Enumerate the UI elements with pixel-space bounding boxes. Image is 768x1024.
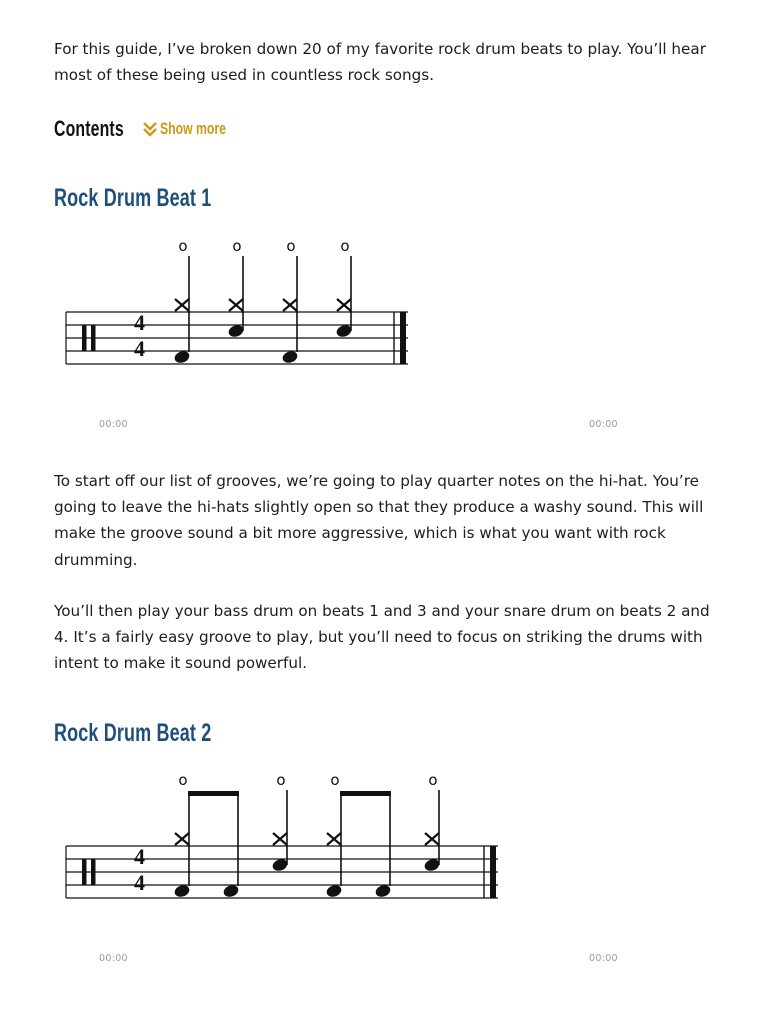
- time-signature-top: 4: [134, 844, 145, 869]
- open-hihat-mark: o: [330, 771, 340, 789]
- show-more-toggle[interactable]: [142, 119, 252, 139]
- open-hihat-mark: o: [428, 771, 438, 789]
- beat-1-description: You’ll then play your bass drum on beats 1 and 3 and your snare drum on beats 2 and 4. It’s a fairly easy groove to play, but you’ll need to focus on striking the drums with intent to make it sound powerful.: [54, 602, 710, 673]
- hihat-x-notes: [175, 299, 351, 311]
- open-hihat-mark: o: [232, 237, 242, 255]
- beat-2-heading: Rock Drum Beat 2: [54, 719, 212, 747]
- beat-2-notation: [60, 766, 510, 906]
- double-chevron-down-icon: [142, 121, 158, 137]
- hihat-x-notes: [175, 833, 439, 845]
- beat-1-notation: [60, 232, 420, 372]
- show-more-label: Show more: [160, 119, 226, 138]
- time-signature-top: 4: [134, 310, 145, 335]
- open-hihat-mark: o: [286, 237, 296, 255]
- beat-1-heading: Rock Drum Beat 1: [54, 184, 212, 212]
- open-hihat-mark: o: [276, 771, 286, 789]
- audio-current-time: 00:00: [99, 419, 128, 430]
- audio-duration: 00:00: [589, 953, 618, 964]
- open-hihat-mark: o: [340, 237, 350, 255]
- open-hihat-mark: o: [178, 237, 188, 255]
- contents-title: Contents: [54, 116, 124, 141]
- audio-current-time: 00:00: [99, 953, 128, 964]
- open-hihat-mark: o: [178, 771, 188, 789]
- audio-duration: 00:00: [589, 419, 618, 430]
- eighth-note-beam: [340, 791, 391, 796]
- time-signature-bottom: 4: [134, 336, 145, 361]
- beat-1-description: To start off our list of grooves, we’re going to play quarter notes on the hi-hat. You’re going to leave the hi-hats slightly open so that they produce a washy sound. This will make the groove sound a bit more aggressive, which is what you want with rock drumming.: [54, 472, 704, 569]
- eighth-note-beam: [188, 791, 239, 796]
- time-signature-bottom: 4: [134, 870, 145, 895]
- intro-paragraph: For this guide, I’ve broken down 20 of my favorite rock drum beats to play. You’ll hear most of these being used in countless rock songs.: [54, 40, 706, 85]
